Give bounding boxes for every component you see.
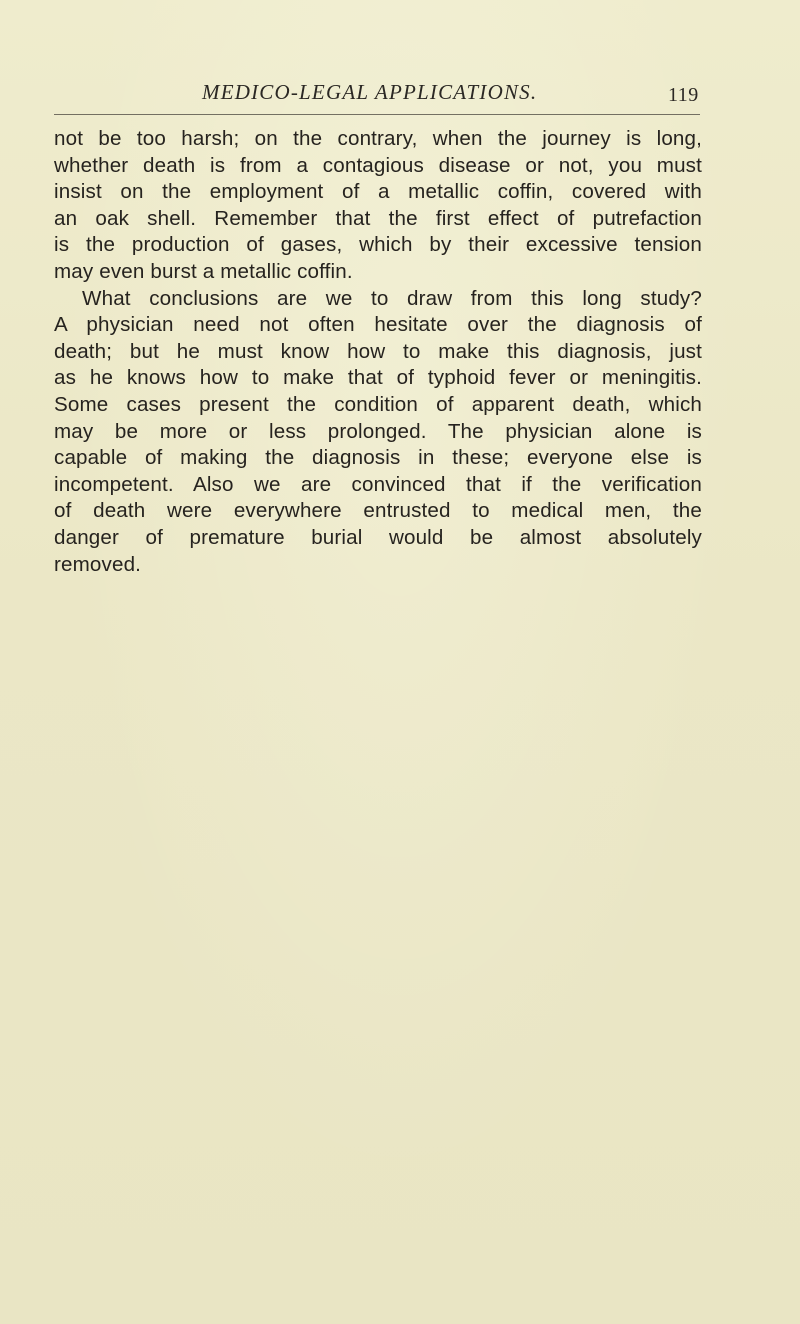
text-line: is the production of gases, which by their excessive tension [54, 233, 702, 257]
running-head [0, 78, 800, 118]
text-line: may even burst a metallic coffin. [54, 259, 353, 283]
text-line: incompetent. Also we are convinced that if the verification [54, 472, 702, 496]
header-rule [54, 114, 700, 115]
text-line: removed. [54, 552, 142, 576]
text-line: capable of making the diagnosis in these; everyone else is [54, 446, 702, 470]
text-line: may be more or less prolonged. The physician alone is [54, 419, 702, 443]
text-line: A physician need not often hesitate over the diagnosis of [54, 313, 702, 337]
text-line: danger of premature burial would be almost absolutely [54, 525, 702, 549]
text-line: of death were everywhere entrusted to medical men, the [54, 499, 702, 523]
text-line: What conclusions are we to draw from this long study? [82, 286, 702, 310]
page-number: 119 [668, 84, 699, 106]
running-title: MEDICO-LEGAL APPLICATIONS. [202, 80, 538, 104]
text-line: an oak shell. Remember that the first effect of putrefaction [54, 206, 702, 230]
text-line: not be too harsh; on the contrary, when the journey is long, [54, 127, 702, 150]
text-line: whether death is from a contagious disease or not, you must [54, 153, 702, 177]
text-line: death; but he must know how to make this diagnosis, just [54, 339, 702, 363]
body-text [54, 126, 702, 578]
text-line: Some cases present the condition of apparent death, which [54, 392, 702, 416]
text-line: as he knows how to make that of typhoid fever or meningitis. [54, 366, 702, 390]
text-line: insist on the employment of a metallic coffin, covered with [54, 180, 702, 204]
